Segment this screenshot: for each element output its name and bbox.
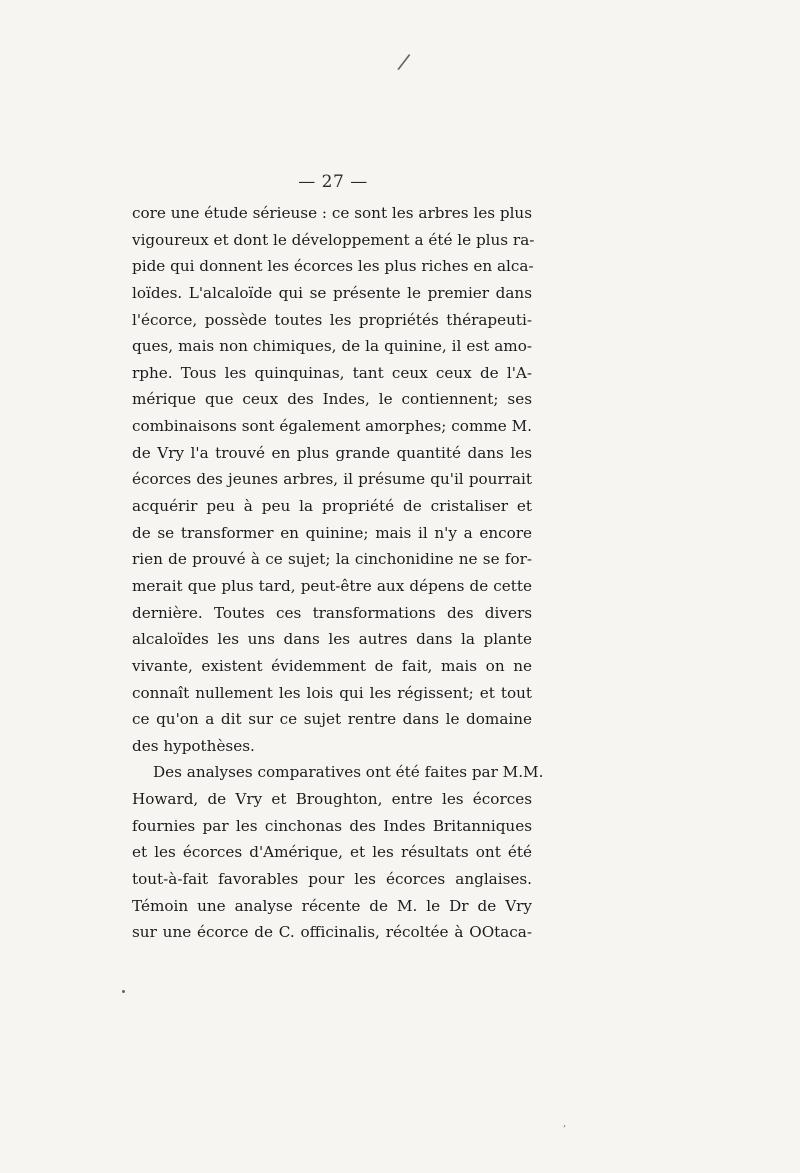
- text-line: pide qui donnent les écorces les plus riches en alca-: [132, 257, 534, 276]
- text-line: mérique que ceux des Indes, le contiennent; ses: [132, 390, 532, 409]
- text-line: alcaloïdes les uns dans les autres dans la plante: [132, 630, 532, 649]
- text-line: core une étude sérieuse : ce sont les arbres les plus: [132, 204, 532, 222]
- text-line: écorces des jeunes arbres, il présume qu'il pourrait: [132, 470, 532, 489]
- text-line: l'écorce, possède toutes les propriétés thérapeuti-: [132, 310, 532, 329]
- text-line: dernière. Toutes ces transformations des divers: [132, 603, 532, 622]
- text-line: rphe. Tous les quinquinas, tant ceux ceux de l'A-: [132, 363, 532, 382]
- ink-speck: [122, 990, 125, 993]
- pencil-mark: /: [395, 49, 412, 76]
- text-line: merait que plus tard, peut-être aux dépens de cette: [132, 576, 532, 595]
- text-line: de Vry l'a trouvé en plus grande quantité dans les: [132, 443, 532, 462]
- ink-speck: ‚: [563, 1118, 567, 1129]
- text-line: tout-à-fait favorables pour les écorces anglaises.: [132, 870, 532, 889]
- text-line: ce qu'on a dit sur ce sujet rentre dans le domaine: [132, 710, 532, 729]
- text-line: Témoin une analyse récente de M. le Dr de Vry: [132, 896, 532, 915]
- text-line: combinaisons sont également amorphes; comme M.: [132, 417, 532, 436]
- text-line: sur une écorce de C. officinalis, récoltée à OOtaca-: [132, 923, 532, 942]
- text-line: vigoureux et dont le développement a été le plus ra-: [132, 230, 535, 249]
- text-line: et les écorces d'Amérique, et les résultats ont été: [132, 843, 532, 862]
- text-line: de se transformer en quinine; mais il n'y a encore: [132, 523, 532, 542]
- text-line: Des analyses comparatives ont été faites par M.M.: [153, 763, 544, 782]
- text-line: loïdes. L'alcaloïde qui se présente le premier dans: [132, 283, 532, 302]
- text-line: des hypothèses.: [132, 736, 255, 755]
- text-line: Howard, de Vry et Broughton, entre les écorces: [132, 790, 532, 809]
- text-line: rien de prouvé à ce sujet; la cinchonidine ne se for-: [132, 550, 532, 569]
- body-text: [132, 200, 544, 946]
- text-line: ques, mais non chimiques, de la quinine, il est amo-: [132, 337, 532, 356]
- text-line: connaît nullement les lois qui les régissent; et tout: [132, 683, 532, 702]
- page-number: — 27 —: [298, 172, 368, 192]
- text-line: acquérir peu à peu la propriété de cristaliser et: [132, 497, 532, 516]
- text-line: fournies par les cinchonas des Indes Britanniques: [132, 816, 532, 835]
- text-line: vivante, existent évidemment de fait, mais on ne: [132, 656, 532, 675]
